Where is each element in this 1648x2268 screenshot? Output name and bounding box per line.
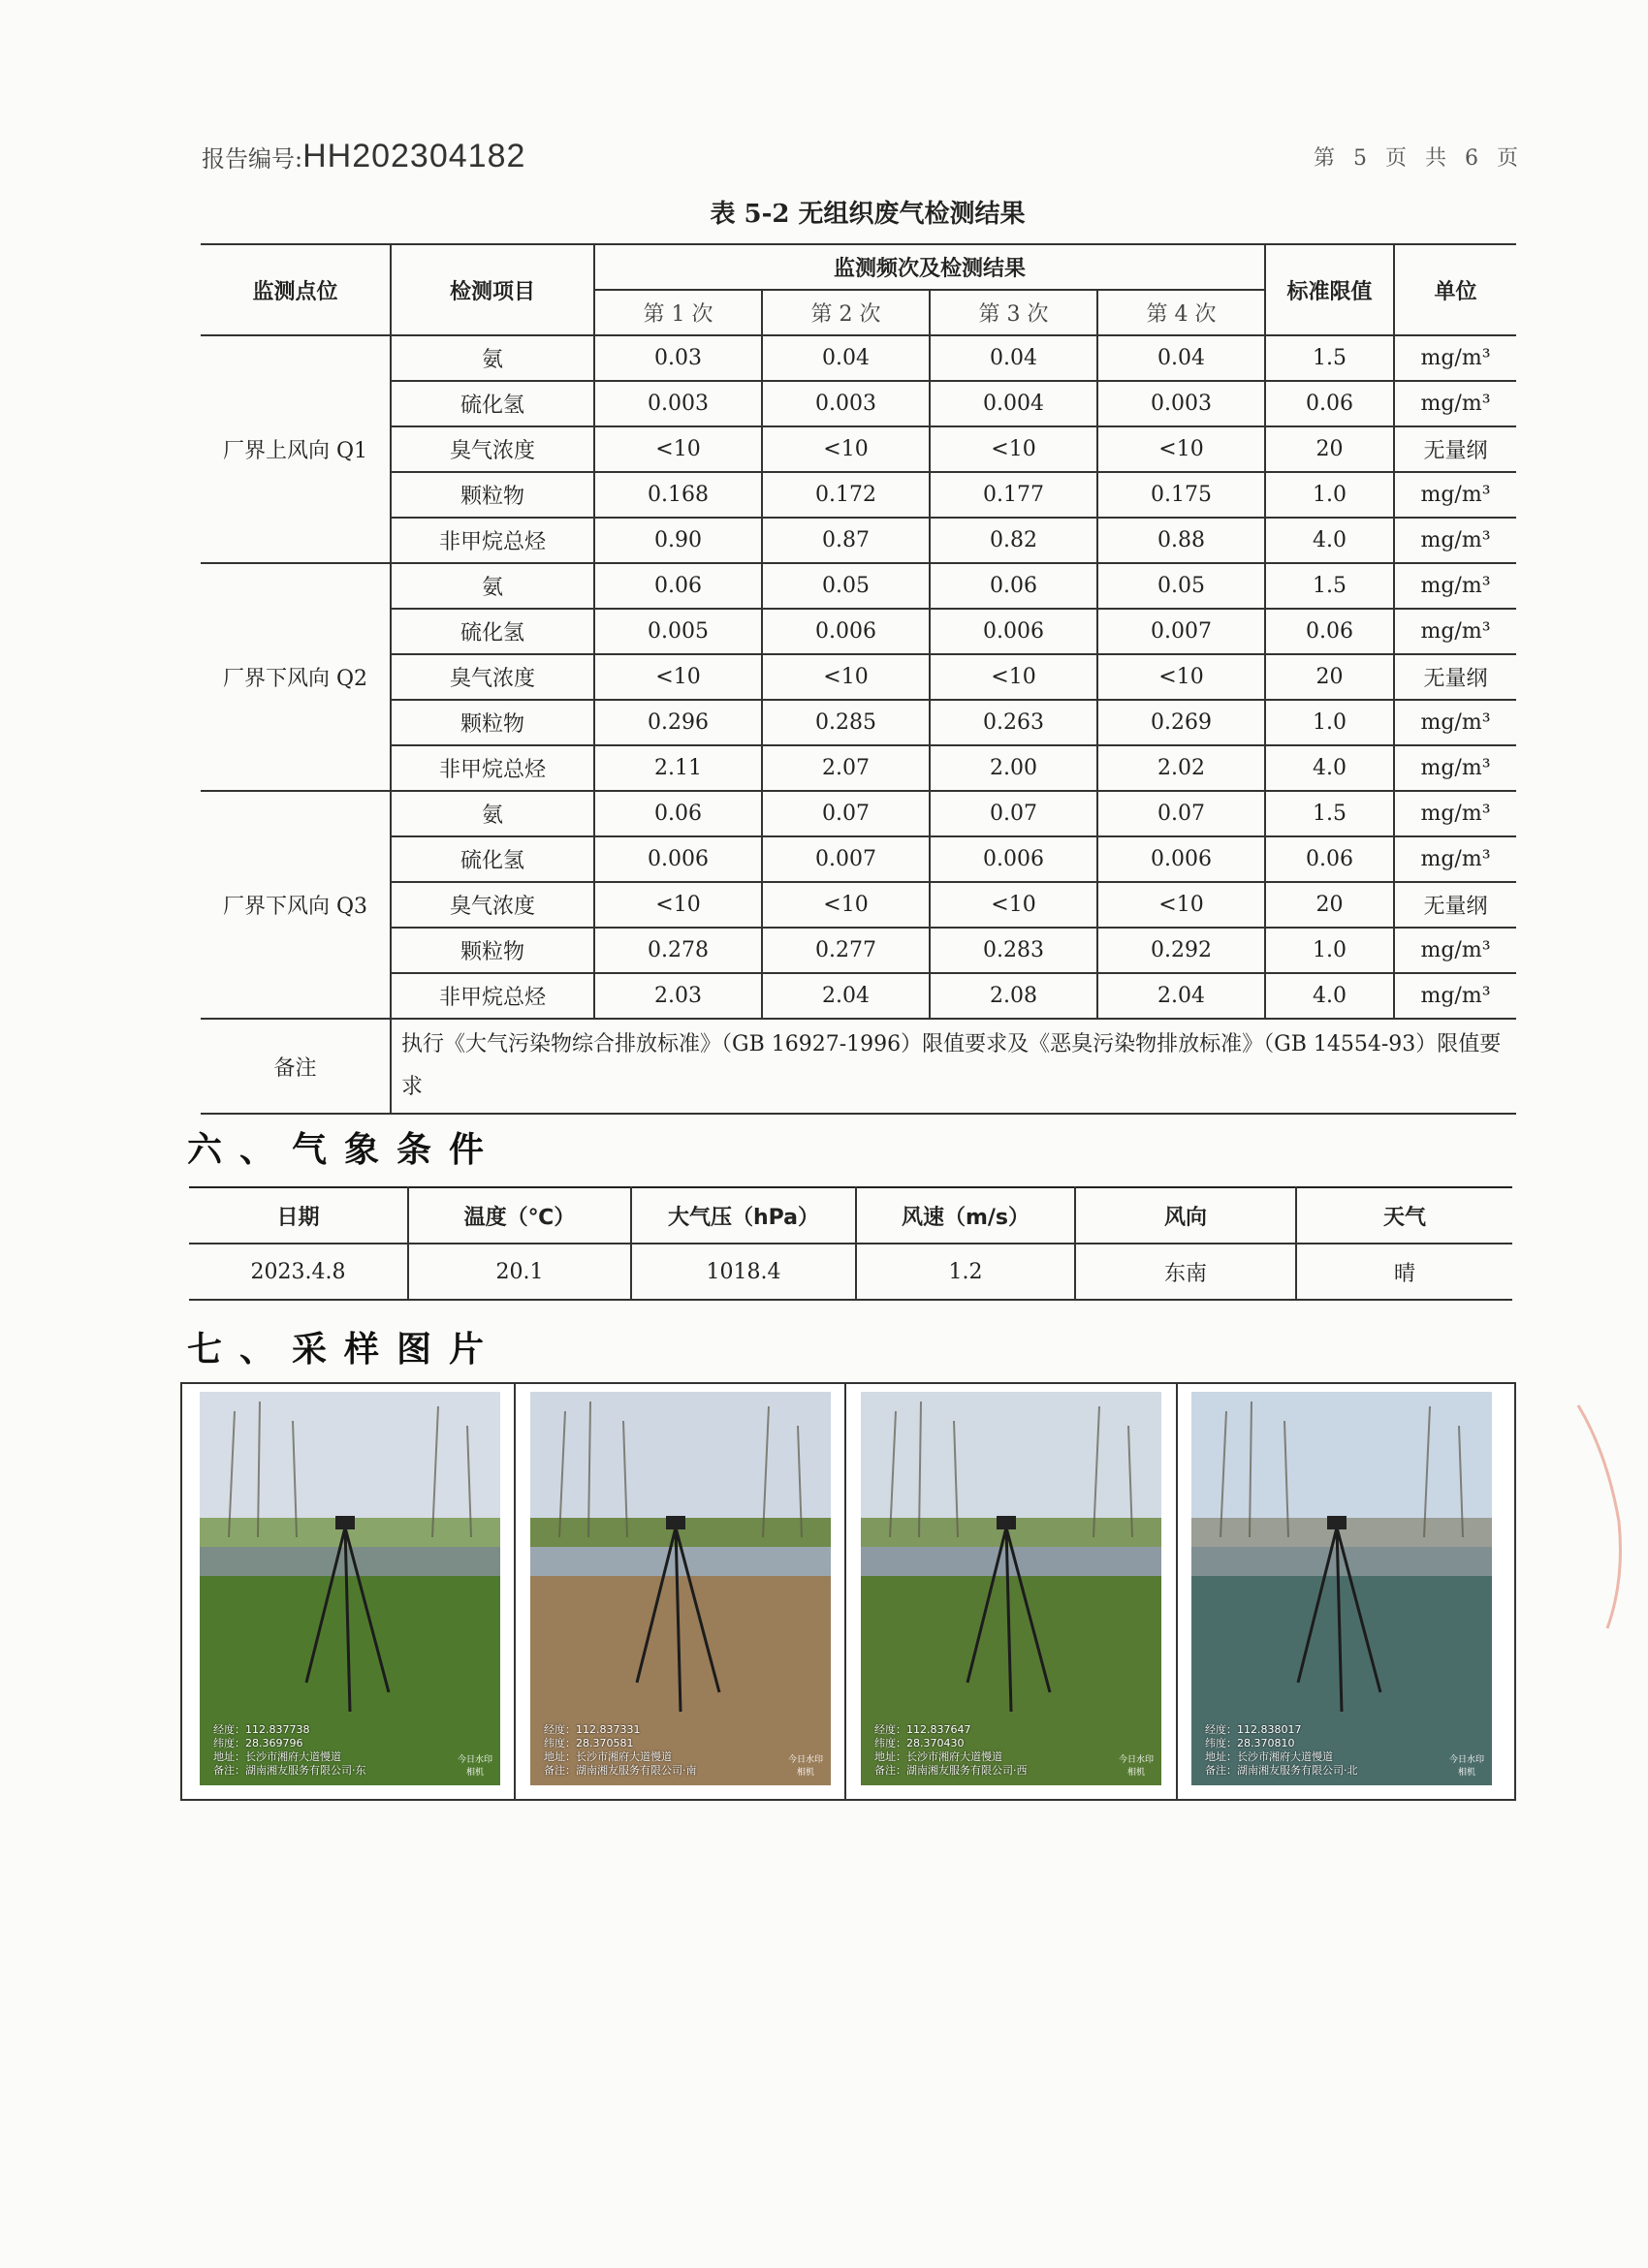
result-cell: 2.08 — [930, 973, 1097, 1019]
result-cell: 0.168 — [594, 472, 762, 518]
limit-cell: 0.06 — [1265, 609, 1394, 654]
col-run-2: 第 2 次 — [762, 290, 930, 335]
note-label: 备注 — [201, 1019, 391, 1114]
table-row — [201, 791, 1516, 836]
result-cell: <10 — [594, 426, 762, 472]
table-row — [201, 745, 1516, 791]
exhaust-gas-table — [201, 243, 1516, 1115]
table-row — [201, 882, 1516, 928]
limit-cell: 4.0 — [1265, 745, 1394, 791]
photo-watermark — [874, 1723, 1028, 1778]
unit-cell: mg/m³ — [1394, 836, 1516, 882]
col-run-3: 第 3 次 — [930, 290, 1097, 335]
table-row — [201, 381, 1516, 426]
watermark-line: 纬度：28.370430 — [874, 1737, 965, 1749]
result-cell: 0.007 — [762, 836, 930, 882]
item-cell: 臭气浓度 — [391, 654, 594, 700]
result-cell: 0.07 — [930, 791, 1097, 836]
result-cell: 0.05 — [762, 563, 930, 609]
result-cell: 2.00 — [930, 745, 1097, 791]
result-cell: 0.006 — [930, 609, 1097, 654]
weather-col-wind-dir: 风向 — [1075, 1187, 1296, 1244]
watermark-line: 备注：湖南湘友服务有限公司·南 — [544, 1764, 697, 1777]
item-cell: 硫化氢 — [391, 609, 594, 654]
sampling-photo — [200, 1392, 500, 1785]
table-row — [201, 654, 1516, 700]
location-cell: 厂界下风向 Q3 — [201, 791, 391, 1019]
result-cell: 0.177 — [930, 472, 1097, 518]
limit-cell: 0.06 — [1265, 836, 1394, 882]
col-freq: 监测频次及检测结果 — [594, 244, 1265, 290]
weather-col-date: 日期 — [189, 1187, 408, 1244]
watermark-line: 备注：湖南湘友服务有限公司·西 — [874, 1764, 1028, 1777]
result-cell: 0.006 — [594, 836, 762, 882]
item-cell: 氨 — [391, 563, 594, 609]
result-cell: 0.004 — [930, 381, 1097, 426]
photos-section-title: 七、采样图片 — [187, 1330, 502, 1370]
result-cell: 0.04 — [762, 335, 930, 381]
weather-table — [189, 1186, 1512, 1301]
watermark-stamp: 今日水印 相机 — [1118, 1755, 1154, 1778]
note-text: 执行《大气污染物综合排放标准》（GB 16927-1996）限值要求及《恶臭污染物排放标准》（GB 14554-93）限值要求 — [391, 1019, 1516, 1114]
photo-watermark — [544, 1723, 697, 1778]
limit-cell: 0.06 — [1265, 381, 1394, 426]
limit-cell: 20 — [1265, 654, 1394, 700]
unit-cell: 无量纲 — [1394, 654, 1516, 700]
weather-date: 2023.4.8 — [189, 1244, 408, 1300]
table-row — [201, 426, 1516, 472]
result-cell: 0.278 — [594, 928, 762, 973]
table-row — [201, 563, 1516, 609]
report-number-label: 报告编号: — [202, 145, 303, 173]
watermark-stamp: 今日水印 相机 — [787, 1755, 823, 1778]
result-cell: 0.172 — [762, 472, 930, 518]
table-caption: 表 5-2 无组织废气检测结果 — [710, 200, 1026, 229]
result-cell: 0.87 — [762, 518, 930, 563]
result-cell: 2.07 — [762, 745, 930, 791]
limit-cell: 1.5 — [1265, 563, 1394, 609]
weather-wind-dir: 东南 — [1075, 1244, 1296, 1300]
watermark-line: 纬度：28.369796 — [213, 1737, 303, 1749]
result-cell: 0.04 — [1097, 335, 1265, 381]
col-limit: 标准限值 — [1265, 244, 1394, 335]
unit-cell: mg/m³ — [1394, 518, 1516, 563]
item-cell: 非甲烷总烃 — [391, 973, 594, 1019]
unit-cell: mg/m³ — [1394, 609, 1516, 654]
seal-stamp-image — [1569, 1396, 1627, 1638]
col-item: 检测项目 — [391, 244, 594, 335]
item-cell: 臭气浓度 — [391, 426, 594, 472]
watermark-line: 纬度：28.370810 — [1205, 1737, 1295, 1749]
unit-cell: mg/m³ — [1394, 335, 1516, 381]
result-cell: 0.04 — [930, 335, 1097, 381]
result-cell: 0.07 — [762, 791, 930, 836]
table-row — [201, 609, 1516, 654]
photo-divider — [514, 1382, 516, 1801]
result-cell: 0.05 — [1097, 563, 1265, 609]
unit-cell: mg/m³ — [1394, 973, 1516, 1019]
table-row — [201, 518, 1516, 563]
weather-col-pressure: 大气压（hPa） — [631, 1187, 856, 1244]
item-cell: 硫化氢 — [391, 836, 594, 882]
result-cell: 2.02 — [1097, 745, 1265, 791]
sampling-photo — [530, 1392, 831, 1785]
item-cell: 氨 — [391, 791, 594, 836]
table-row — [201, 472, 1516, 518]
result-cell: <10 — [762, 654, 930, 700]
result-cell: <10 — [1097, 654, 1265, 700]
result-cell: 0.269 — [1097, 700, 1265, 745]
unit-cell: mg/m³ — [1394, 472, 1516, 518]
watermark-line: 地址：长沙市湘府大道慢道 — [213, 1750, 341, 1763]
result-cell: <10 — [762, 882, 930, 928]
result-cell: <10 — [594, 654, 762, 700]
weather-col-weather: 天气 — [1296, 1187, 1512, 1244]
watermark-line: 地址：长沙市湘府大道慢道 — [874, 1750, 1002, 1763]
sampling-photo — [1191, 1392, 1492, 1785]
item-cell: 臭气浓度 — [391, 882, 594, 928]
limit-cell: 1.5 — [1265, 335, 1394, 381]
result-cell: <10 — [930, 654, 1097, 700]
col-location: 监测点位 — [201, 244, 391, 335]
result-cell: <10 — [930, 426, 1097, 472]
unit-cell: 无量纲 — [1394, 882, 1516, 928]
location-cell: 厂界上风向 Q1 — [201, 335, 391, 563]
col-run-4: 第 4 次 — [1097, 290, 1265, 335]
weather-section-title: 六、气象条件 — [187, 1130, 502, 1170]
limit-cell: 1.5 — [1265, 791, 1394, 836]
result-cell: 0.175 — [1097, 472, 1265, 518]
limit-cell: 4.0 — [1265, 973, 1394, 1019]
watermark-line: 备注：湖南湘友服务有限公司·东 — [213, 1764, 366, 1777]
unit-cell: mg/m³ — [1394, 791, 1516, 836]
weather-col-temp: 温度（℃） — [408, 1187, 631, 1244]
watermark-line: 地址：长沙市湘府大道慢道 — [1205, 1750, 1333, 1763]
unit-cell: mg/m³ — [1394, 563, 1516, 609]
table-row — [201, 335, 1516, 381]
result-cell: 0.003 — [1097, 381, 1265, 426]
watermark-line: 经度：112.837647 — [874, 1723, 971, 1736]
limit-cell: 1.0 — [1265, 700, 1394, 745]
result-cell: <10 — [762, 426, 930, 472]
limit-cell: 20 — [1265, 882, 1394, 928]
unit-cell: mg/m³ — [1394, 928, 1516, 973]
result-cell: 0.005 — [594, 609, 762, 654]
official-seal — [1569, 1396, 1627, 1638]
item-cell: 非甲烷总烃 — [391, 518, 594, 563]
result-cell: <10 — [930, 882, 1097, 928]
watermark-stamp: 今日水印 相机 — [457, 1755, 492, 1778]
watermark-line: 经度：112.837738 — [213, 1723, 310, 1736]
result-cell: <10 — [594, 882, 762, 928]
result-cell: 0.06 — [930, 563, 1097, 609]
weather-col-wind-speed: 风速（m/s） — [856, 1187, 1075, 1244]
watermark-line: 地址：长沙市湘府大道慢道 — [544, 1750, 672, 1763]
report-number — [202, 138, 525, 175]
report-number-value: HH202304182 — [302, 138, 526, 174]
item-cell: 非甲烷总烃 — [391, 745, 594, 791]
result-cell: 0.06 — [594, 563, 762, 609]
page-info: 第 5 页 共 6 页 — [1314, 146, 1524, 171]
col-unit: 单位 — [1394, 244, 1516, 335]
weather-wind-speed: 1.2 — [856, 1244, 1075, 1300]
result-cell: 0.006 — [762, 609, 930, 654]
unit-cell: 无量纲 — [1394, 426, 1516, 472]
result-cell: 2.04 — [1097, 973, 1265, 1019]
limit-cell: 20 — [1265, 426, 1394, 472]
watermark-line: 纬度：28.370581 — [544, 1737, 634, 1749]
result-cell: 0.90 — [594, 518, 762, 563]
result-cell: 2.11 — [594, 745, 762, 791]
result-cell: 0.007 — [1097, 609, 1265, 654]
watermark-line: 备注：湖南湘友服务有限公司·北 — [1205, 1764, 1358, 1777]
item-cell: 氨 — [391, 335, 594, 381]
weather-condition: 晴 — [1296, 1244, 1512, 1300]
unit-cell: mg/m³ — [1394, 381, 1516, 426]
location-cell: 厂界下风向 Q2 — [201, 563, 391, 791]
limit-cell: 4.0 — [1265, 518, 1394, 563]
watermark-stamp: 今日水印 相机 — [1448, 1755, 1484, 1778]
result-cell: 0.006 — [1097, 836, 1265, 882]
photo-watermark — [1205, 1723, 1358, 1778]
item-cell: 颗粒物 — [391, 928, 594, 973]
result-cell: 0.285 — [762, 700, 930, 745]
table-row — [201, 836, 1516, 882]
unit-cell: mg/m³ — [1394, 700, 1516, 745]
result-cell: 0.07 — [1097, 791, 1265, 836]
result-cell: <10 — [1097, 882, 1265, 928]
result-cell: 0.283 — [930, 928, 1097, 973]
result-cell: 0.003 — [594, 381, 762, 426]
weather-pressure: 1018.4 — [631, 1244, 856, 1300]
result-cell: 0.06 — [594, 791, 762, 836]
watermark-line: 经度：112.837331 — [544, 1723, 641, 1736]
col-run-1: 第 1 次 — [594, 290, 762, 335]
weather-temp: 20.1 — [408, 1244, 631, 1300]
result-cell: 0.296 — [594, 700, 762, 745]
photo-divider — [844, 1382, 846, 1801]
limit-cell: 1.0 — [1265, 472, 1394, 518]
photo-watermark — [213, 1723, 366, 1778]
item-cell: 颗粒物 — [391, 700, 594, 745]
result-cell: 2.04 — [762, 973, 930, 1019]
photo-divider — [1176, 1382, 1178, 1801]
result-cell: 0.292 — [1097, 928, 1265, 973]
table-row — [201, 928, 1516, 973]
table-row — [201, 973, 1516, 1019]
result-cell: <10 — [1097, 426, 1265, 472]
result-cell: 0.03 — [594, 335, 762, 381]
item-cell: 颗粒物 — [391, 472, 594, 518]
watermark-line: 经度：112.838017 — [1205, 1723, 1302, 1736]
result-cell: 0.82 — [930, 518, 1097, 563]
item-cell: 硫化氢 — [391, 381, 594, 426]
table-row — [201, 700, 1516, 745]
result-cell: 0.277 — [762, 928, 930, 973]
unit-cell: mg/m³ — [1394, 745, 1516, 791]
sampling-photo — [861, 1392, 1161, 1785]
result-cell: 0.003 — [762, 381, 930, 426]
limit-cell: 1.0 — [1265, 928, 1394, 973]
result-cell: 0.263 — [930, 700, 1097, 745]
result-cell: 2.03 — [594, 973, 762, 1019]
result-cell: 0.006 — [930, 836, 1097, 882]
result-cell: 0.88 — [1097, 518, 1265, 563]
